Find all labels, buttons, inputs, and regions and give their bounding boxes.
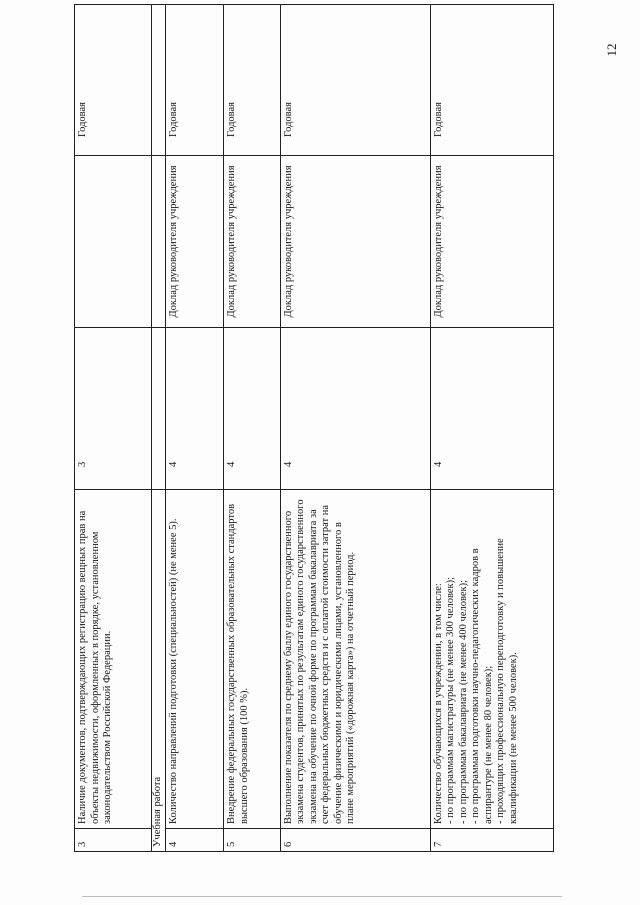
- indicator-period: Годовая: [224, 5, 281, 156]
- table-row: [280, 5, 430, 852]
- table-row: [75, 5, 152, 852]
- page-number: 12: [604, 43, 619, 57]
- indicator-source: [75, 156, 152, 328]
- row-number: 6: [280, 829, 430, 852]
- indicator-source: Доклад руководителя учреждения: [430, 156, 553, 328]
- row-number: 7: [430, 829, 553, 852]
- indicator-text: Количество обучающихся в учреждении, в том числе: - по программам магистратуры (не менее 300 человек); - по программам бакалавриата (не менее 400 человек); - по программам подготовки научно-педагогических кадров в аспирантуре (не менее 80 человек); - проходящих профессиональную переподготовку и повышение квалификации (не менее 500 человек).: [432, 538, 519, 824]
- table-row: [224, 5, 281, 852]
- indicator-source: Доклад руководителя учреждения: [280, 156, 430, 328]
- indicator-period: Годовая: [166, 5, 224, 156]
- row-number: 5: [224, 829, 281, 852]
- section-row: [152, 5, 166, 852]
- indicator-value: 4: [430, 328, 553, 490]
- scan-edge-line: [82, 896, 562, 897]
- indicator-value: 4: [280, 328, 430, 490]
- indicators-table: [74, 4, 554, 852]
- row-number: 3: [75, 829, 152, 852]
- rotated-table-container: [74, 27, 554, 852]
- indicator-text: Количество направлений подготовки (специальностей) (не менее 5).: [166, 490, 224, 829]
- section-title: Учебная работа: [152, 490, 166, 852]
- indicator-text: Выполнение показателя по среднему баллу единого государственного экзамена студентов, принятых по результатам единого государственного экзамена на обучение по очной форме по программам бакалавриата за счет федеральных бюджетных средств и с оплатой стоимости затрат на обучение физическими и юридическими лицами, установленного в плане мероприятий («дорожная карта») на отчетный период.: [280, 490, 430, 829]
- indicator-text: Внедрение федеральных государственных образовательных стандартов высшего образования (100 %).: [224, 490, 281, 829]
- section-empty-cell: [152, 5, 166, 156]
- indicator-value: 4: [224, 328, 281, 490]
- indicator-value: 3: [75, 328, 152, 490]
- indicator-period: Годовая: [430, 5, 553, 156]
- indicator-text-cell: [430, 490, 553, 829]
- indicator-text: Наличие документов, подтверждающих регистрацию вещных прав на объекты недвижимости, оформленных в порядке, установленном законодательством Российской Федерации.: [75, 490, 152, 829]
- indicator-value: 4: [166, 328, 224, 490]
- indicator-period: Годовая: [280, 5, 430, 156]
- table-row: [430, 5, 553, 852]
- indicator-period: Годовая: [75, 5, 152, 156]
- row-number: 4: [166, 829, 224, 852]
- section-empty-cell: [152, 328, 166, 490]
- section-empty-cell: [152, 156, 166, 328]
- indicator-source: Доклад руководителя учреждения: [224, 156, 281, 328]
- table-row: [166, 5, 224, 852]
- indicator-source: Доклад руководителя учреждения: [166, 156, 224, 328]
